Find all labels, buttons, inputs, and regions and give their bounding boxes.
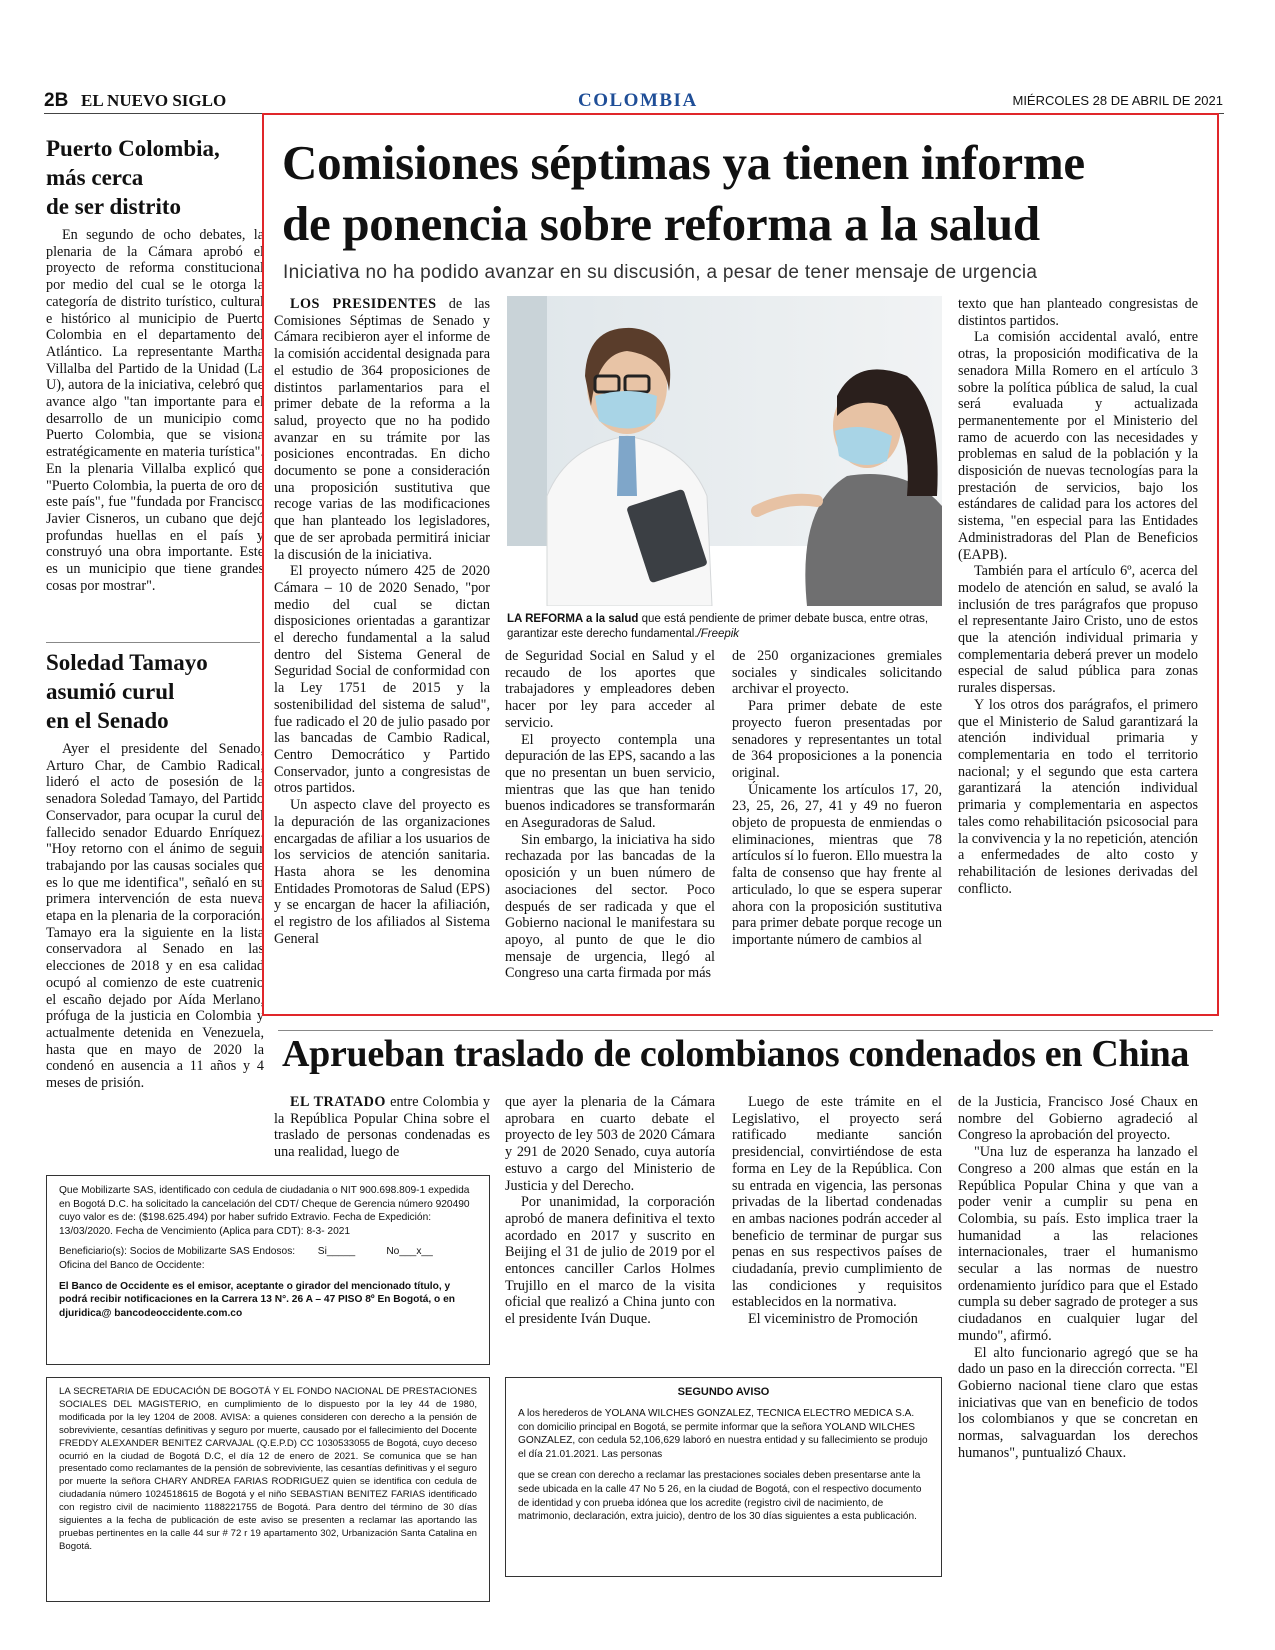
main-col-2: de Seguridad Social en Salud y el recaudo de los aportes que trabajadores y empleadores deben hacer por ley para acceder al servicio. El proyecto contempla una depuración de las EPS, sacando a las que no presentan un buen servicio, mientras que las que han tenido buenos indicadores se transformarán en Aseguradoras de Salud. Sin embargo, la iniciativa ha sido rechazada por las bancadas de la oposición y un buen número de asociaciones del sector. Poco después de ser radicada y que el Gobierno nacional le manifestara su apoyo, al punto de que le dio mensaje de urgencia, llegó al Congreso una carta firmada por más bbox=[505, 648, 715, 982]
second-col-2: que ayer la plenaria de la Cámara aprobara en cuarto debate el proyecto de ley 503 de 2020 Cámara y 291 de 2020 Senado, cuya autoría estuvo a cargo del Ministerio de Justicia y del Derecho. Por unanimidad, la corporación aprobó de manera definitiva el texto acordado en 2017 y suscrito en Beijing el 31 de julio de 2019 por el entonces canciller Carlos Holmes Trujillo en el marco de la visita oficial que realizó a China junto con el presidente Iván Duque. bbox=[505, 1094, 715, 1328]
doctor-patient-illustration bbox=[507, 296, 942, 606]
notice-mobilizarte: Que Mobilizarte SAS, identificado con cedula de ciudadania o NIT 900.698.809-1 expedida en Bogotá D.C. ha solicitado la cancelación del CDT/ Cheque de Gerencia número 920490 cuyo valor es de: ($198.625.494) por haber sufrido Extravio. Fecha de Expedición: 13/03/2020. Fecha de Vencimiento (Aplica para CDT): 8-3- 2021 Beneficiario(s): Socios de Mobilizarte SAS Endosos: Si_____ No___x__ Oficina del Banco de Occidente: El Banco de Occidente es el emisor, aceptante o girador del mencionado título, y podrá recibir notificaciones en la Carrera 13 N°. 26 A – 47 PISO 8º En Bogotá, o en djuridica@ bancodeoccidente.com.co bbox=[46, 1175, 490, 1365]
second-headline: Aprueban traslado de colombianos condenados en China bbox=[282, 1033, 1190, 1075]
second-col-3: Luego de este trámite en el Legislativo, el proyecto será ratificado mediante sanción presidencial, convirtiéndose de esta forma en Ley de la República. Con su entrada en vigencia, las personas privadas de la libertad condenadas en ambas naciones podrán acceder al beneficio de terminar de purgar sus penas en sus respectivos países de ciudadanía, previo cumplimiento de las condiciones y requisitos establecidos en la normativa. El viceministro de Promoción bbox=[732, 1094, 942, 1328]
story-body: Ayer el presidente del Senado, Arturo Char, de Cambio Radical, lideró el acto de posesión de la senadora Soledad Tamayo, del Partido Conservador, para ocupar la curul del fallecido senador Eduardo Enríquez. "Hoy retorno con el ánimo de seguir trabajando por las causas sociales que es lo que me identifica", señaló en su primera intervención de esta nueva etapa en la plenaria de la corporación. Tamayo era la siguiente en la lista conservadora al Senado en las elecciones de 2018 y en esa calidad ocupó al comienzo de este cuatrenio el escaño dejado por Aída Merlano, prófuga de la justicia en Colombia y actualmente detenida en Venezuela, hasta que en mayo de 2020 la condenó en ausencia a 11 años y 4 meses de prisión. bbox=[46, 741, 264, 1092]
second-col-4: de la Justicia, Francisco José Chaux en nombre del Gobierno agradeció al Congreso la aprobación del proyecto. "Una luz de esperanza ha lanzado el Congreso a 200 almas que están en la República Popular China y que van a poder venir a cumplir su pena en Colombia, su país. Esto implica traer la humanidad a las relaciones internacionales, traer el humanismo secular a las normas de nuestro ordenamiento jurídico para que el Estado cumpla su deber sagrado de proteger a sus ciudadanos en cualquier lugar del mundo", afirmó. El alto funcionario agregó que se ha dado un paso en la dirección correcta. "El Gobierno nacional tiene claro que estas iniciativas que van en beneficio de todos los colombianos y que se concretan en normas, salvaguardan los derechos humanos", puntualizó Chaux. bbox=[958, 1094, 1198, 1461]
notice-secretaria-educacion: LA SECRETARIA DE EDUCACIÓN DE BOGOTÁ Y EL FONDO NACIONAL DE PRESTACIONES SOCIALES DEL MAGISTERIO, en cumplimiento de lo dispuesto por la ley 44 de 1980, modificada por la ley 1204 de 2008. AVISA: a quienes consideren con derecho a la pensión de sobreviviente, cesantías definitivas y seguro por muerte, causado por el fallecimiento del Docente FREDDY ALEXANDER BENITEZ CARVAJAL (Q.E.P.D) CC 1030533055 de Bogotá, cuyo deceso ocurrió en la ciudad de Bogotá D.C, el día 12 de enero de 2021. Se comunica que se han presentado como reclamantes de la pensión de sobreviviente, las cesantías definitivas y el seguro por muerte la señora CHARY ANDREA FARIAS RODRIGUEZ quien se identifica con cedula de ciudadanía número 1024518615 de Bogotá y el niño SEBASTIAN BENITEZ FARIAS identificado con registro civil de nacimiento 1188221755 de Bogotá. Para dentro del término de 30 días siguientes a la fecha de publicación de este aviso se presenten a reclamar las aportando las pruebas pertinentes en la calle 44 sur # 72 r 19 apartamento 302, Urbanización Santa Catalina en Bogotá. bbox=[46, 1377, 490, 1602]
story-title: Soledad Tamayo asumió curul en el Senado bbox=[46, 650, 208, 733]
newspaper-name: EL NUEVO SIGLO bbox=[81, 91, 227, 110]
photo-caption: LA REFORMA a la salud que está pendiente de primer debate busca, entre otras, garantizar este derecho fundamental./Freepik bbox=[507, 613, 929, 640]
main-headline: Comisiones séptimas ya tienen informe de ponencia sobre reforma a la salud bbox=[282, 135, 1085, 251]
section-rule bbox=[278, 1030, 1213, 1031]
main-col-1: LOS PRESIDENTES de las Comisiones Séptimas de Senado y Cámara recibieron ayer el informe de la comisión accidental designada para el estudio de 364 proposiciones de distintos parlamentarios para el primer debate de la reforma a la salud, proyecto que no ha podido avanzar en su trámite por las posiciones encontradas. En dicho documento se pone a consideración una proposición sustitutiva que recoge varias de las modificaciones que han planteado los legisladores, que de ser aprobada permitirá iniciar la discusión de la iniciativa. El proyecto número 425 de 2020 Cámara – 10 de 2020 Senado, "por medio del cual se dictan disposiciones orientadas a garantizar el derecho fundamental a la salud dentro del Sistema General de Seguridad Social de conformidad con la Ley 1751 de 2015 y la sostenibilidad del sistema de salud", fue radicado el 20 de julio pasado por las bancadas de Cambio Radical, Centro Democrático y Partido Conservador, junto a congresistas de otros partidos. Un aspecto clave del proyecto es la depuración de las organizaciones encargadas de afiliar a los usuarios de los servicios de atención sanitaria. Hasta ahora se les denomina Entidades Promotoras de Salud (EPS) y se encargan de hacer la afiliación, el registro de los afiliados al Sistema General bbox=[274, 296, 490, 947]
main-col-3: de 250 organizaciones gremiales sociales y sindicales solicitando archivar el proyecto. Para primer debate de este proyecto fueron presentadas por senadores y representantes un total de 364 proposiciones a la ponencia original. Únicamente los artículos 17, 20, 23, 25, 26, 27, 41 y 49 no fueron objeto de propuesta de enmiendas o eliminaciones, mientras que 78 artículos sí lo fueron. Ello muestra la falta de consenso que hay frente al articulado, lo que se espera superar ahora con la proposición sustitutiva para primer debate porque recoge un importante número de cambios al bbox=[732, 648, 942, 948]
issue-date: MIÉRCOLES 28 DE ABRIL DE 2021 bbox=[1012, 93, 1223, 108]
page-number: 2B bbox=[44, 90, 69, 111]
lead-words: LOS PRESIDENTES bbox=[290, 296, 437, 312]
article-photo bbox=[507, 296, 942, 606]
story-soledad-tamayo bbox=[46, 648, 264, 1092]
story-body: En segundo de ocho debates, la plenaria de la Cámara aprobó el proyecto de reforma constitucional por medio del cual se le otorga la categoría de distrito turístico, cultural e histórico al municipio de Puerto Colombia en el departamento del Atlántico. La representante Martha Villalba del Partido de la Unidad (La U), autora de la iniciativa, celebró que avance algo "tan importante para el desarrollo de un municipio como Puerto Colombia, que se visiona estratégicamente en materia turística". En la plenaria Villalba explicó que "Puerto Colombia, la puerta de oro de este país", fue "fundada por Francisco Javier Cisneros, un cubano que dejó profundas huellas en el país y construyó una obra importante. Este es un municipio que tiene grandes cosas por mostrar". bbox=[46, 227, 264, 594]
notice-title: SEGUNDO AVISO bbox=[677, 1386, 770, 1398]
main-col-4: texto que han planteado congresistas de distintos partidos. La comisión accidental avaló, entre otras, la proposición modificativa de la senadora Milla Romero en el artículo 3 sobre la política pública de salud, la cual será evaluada y actualizada permanentemente por el Ministerio del ramo de acuerdo con las necesidades y problemas en salud de la población y la disposición de nuevas tecnologías para la prestación de servicios, bajo los estándares de calidad para los actores del sistema, "en especial para las Entidades Administradoras del Plan de Beneficios (EAPB). También para el artículo 6º, acerca del modelo de atención en salud, se avaló la inclusión de tres parágrafos que propuso el representante Jairo Cristo, uno de estos que la atención individual primaria y complementaria deberá prever un modelo especial de salud pública para zonas rurales dispersas. Y los otros dos parágrafos, el primero que el Ministerio de Salud garantizará la atención individual primaria y complementaria en todo el territorio nacional; y el segundo que esta cartera garantizará la atención individual primaria y complementaria en aspectos tales como rehabilitación psicosocial para la convivencia y la no repetición, atención a enfermedades de alto costo y rehabilitación de lesiones derivadas del conflicto. bbox=[958, 296, 1198, 897]
page-header-left bbox=[44, 90, 226, 112]
lead-words: EL TRATADO bbox=[290, 1094, 386, 1110]
second-col-1: EL TRATADO entre Colombia y la República Popular China sobre el traslado de personas condenadas es una realidad, luego de bbox=[274, 1094, 490, 1161]
story-puerto-colombia bbox=[46, 134, 264, 594]
section-name: COLOMBIA bbox=[578, 90, 698, 111]
photo-credit: /Freepik bbox=[697, 628, 740, 640]
notice-segundo-aviso: SEGUNDO AVISO A los herederos de YOLANA WILCHES GONZALEZ, TECNICA ELECTRO MEDICA S.A. con domicilio principal en Bogotá, se permite informar que la señora YOLAND WILCHES GONZALEZ, con cedula 52,106,629 laboró en nuestra entidad y su fallecimiento se produjo el día 21.01.2021. Las personas que se crean con derecho a reclamar las prestaciones sociales deben presentarse ante la sede ubicada en la calle 47 No 5 26, en la ciudad de Bogotá, con el respectivo documento de identidad y con prueba idónea que los acredite (registro civil de nacimiento, de matrimonio, declaración, extra juicio), dentro de los 30 días siguientes a esta publicación. bbox=[505, 1377, 942, 1577]
main-subheadline: Iniciativa no ha podido avanzar en su discusión, a pesar de tener mensaje de urgencia bbox=[283, 262, 1038, 283]
story-title: Puerto Colombia, más cerca de ser distrito bbox=[46, 136, 220, 219]
column-divider bbox=[46, 642, 260, 643]
